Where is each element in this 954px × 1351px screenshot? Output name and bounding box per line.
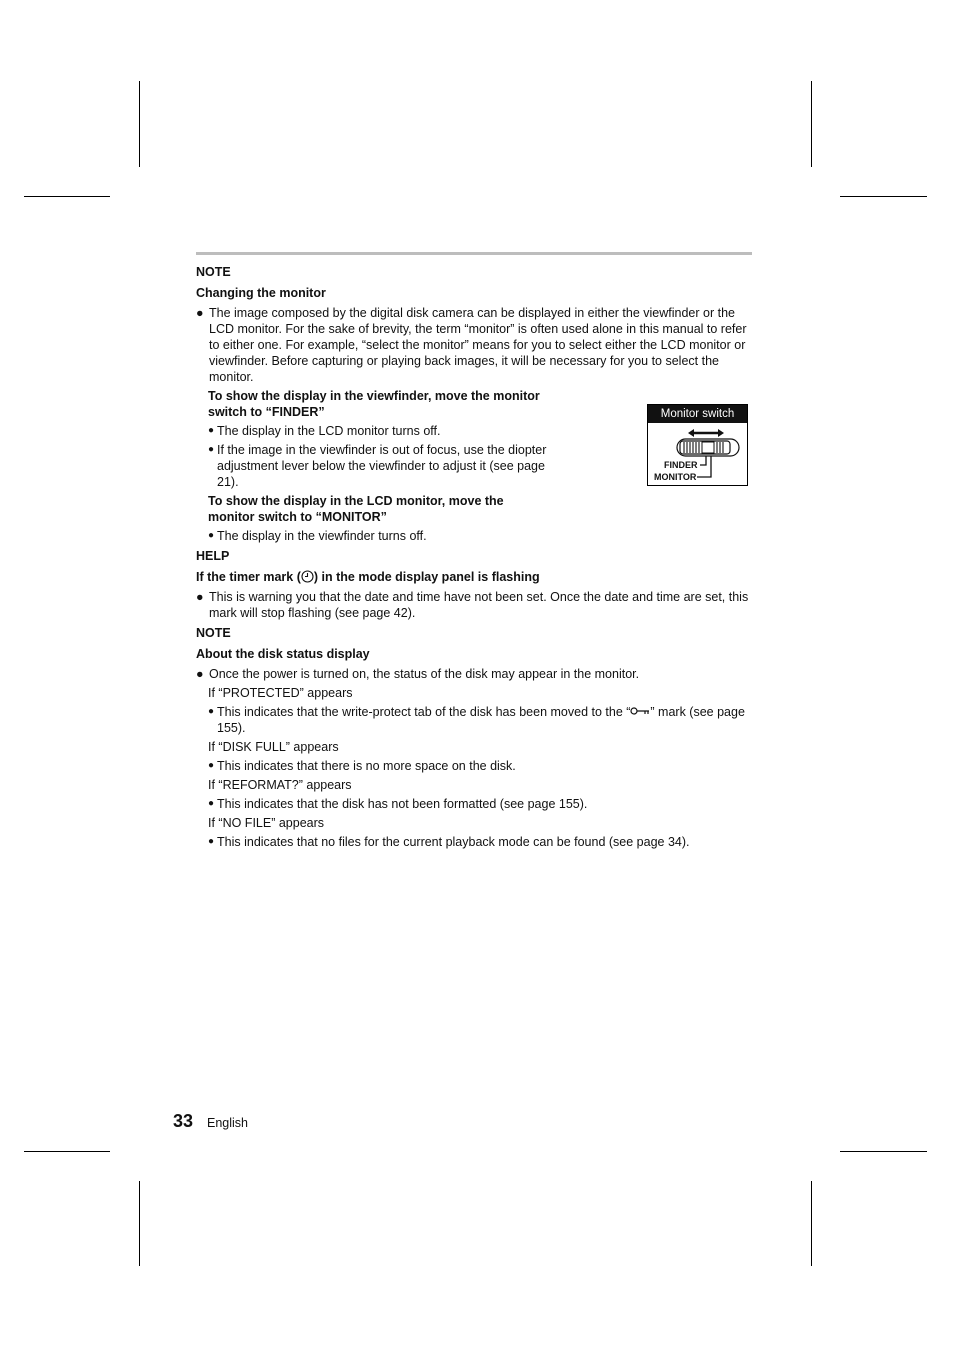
- note-intro: [196, 305, 752, 385]
- timer-icon: [301, 570, 314, 583]
- note-heading: NOTE: [196, 265, 231, 279]
- page-content: [196, 252, 752, 853]
- case-label: If “REFORMAT?” appears: [208, 778, 352, 792]
- note-intro-text: The image composed by the digital disk camera can be displayed in either the viewfinder or the LCD monitor. For the sake of brevity, the term “monitor” is often used alone in this manual to refer to either one. For example, “select the monitor” means for you to select either the LCD monitor or viewfinder. Before capturing or playing back images, it will be necessary for you to select the monitor.: [209, 306, 747, 384]
- list-item: ● The display in the viewfinder turns off.: [208, 529, 427, 543]
- finder-label: FINDER: [664, 460, 698, 470]
- help-title: If the timer mark ( ) in the mode display panel is flashing: [196, 570, 540, 584]
- crop-mark: [24, 196, 110, 197]
- language-label: English: [207, 1116, 248, 1130]
- crop-mark: [139, 1181, 140, 1266]
- crop-mark: [840, 196, 927, 197]
- monitor-instruction: To show the display in the LCD monitor, move the monitor switch to “MONITOR”: [208, 494, 504, 524]
- bullet-icon: ●: [208, 444, 215, 455]
- list-item: ● The display in the LCD monitor turns off.: [208, 424, 441, 438]
- bullet-icon: ●: [196, 306, 204, 320]
- finder-instruction: To show the display in the viewfinder, move the monitor switch to “FINDER”: [208, 389, 540, 419]
- bullet-icon: ●: [208, 530, 215, 541]
- monitor-label: MONITOR: [654, 472, 697, 482]
- crop-mark: [24, 1151, 110, 1152]
- crop-mark: [811, 1181, 812, 1266]
- note-intro: ● Once the power is turned on, the status of the disk may appear in the monitor.: [196, 667, 640, 681]
- bullet-icon: ●: [208, 760, 215, 771]
- case-label: If “PROTECTED” appears: [208, 686, 353, 700]
- list-item: ● This indicates that there is no more space on the disk.: [208, 759, 516, 773]
- case-label: If “NO FILE” appears: [208, 816, 325, 830]
- bullet-icon: ●: [208, 798, 215, 809]
- case-label: If “DISK FULL” appears: [208, 740, 339, 754]
- list-item: ● This indicates that the disk has not been formatted (see page 155).: [208, 797, 588, 811]
- crop-mark: [811, 81, 812, 167]
- bullet-icon: ●: [196, 590, 204, 604]
- note-title: About the disk status display: [196, 647, 370, 661]
- monitor-switch-figure: [647, 404, 748, 486]
- list-item: ● If the image in the viewfinder is out of focus, use the diopter adjustment lever below the viewfinder to adjust it (see page 21).: [208, 443, 547, 489]
- figure-caption: Monitor switch: [648, 405, 747, 423]
- note-heading: NOTE: [196, 626, 231, 640]
- bullet-icon: ●: [196, 667, 204, 681]
- write-protect-key-icon: [630, 706, 650, 716]
- monitor-switch-illustration: [648, 423, 747, 485]
- bullet-icon: ●: [208, 425, 215, 436]
- crop-mark: [139, 81, 140, 167]
- list-item: ● This indicates that the write-protect tab of the disk has been moved to the “ ” mark (see page 155).: [208, 705, 745, 735]
- help-text: ● This is warning you that the date and time have not been set. Once the date and time are set, this mark will stop flashing (see page 42).: [196, 590, 749, 620]
- bullet-icon: ●: [208, 706, 215, 717]
- bullet-icon: ●: [208, 836, 215, 847]
- page-number: 33: [173, 1111, 194, 1131]
- section-rule: [196, 252, 752, 255]
- help-heading: HELP: [196, 549, 230, 563]
- list-item: ● This indicates that no files for the current playback mode can be found (see page 34).: [208, 835, 690, 849]
- crop-mark: [840, 1151, 927, 1152]
- note-title: Changing the monitor: [196, 286, 326, 300]
